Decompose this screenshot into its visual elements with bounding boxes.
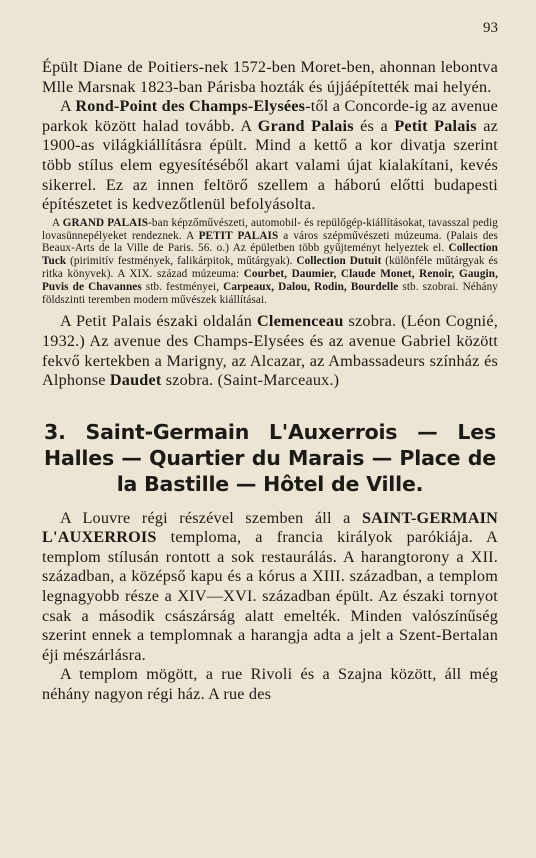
page-text <box>42 58 498 705</box>
small-bold-collection-dutuit: Collection Dutuit <box>296 255 382 268</box>
p2-text-2: -től a Concorde-ig az avenue parkok között halad tovább. A <box>42 97 498 135</box>
small-text-5: (különféle műtárgyak és ritka könyvek). A XIX. század múzeuma: <box>42 255 498 280</box>
small-text-3: a város szépművészeti múzeuma. (Palais des Beaux-Arts de la Ville de Paris. 56. o.) Az épületben több gyűjteményt helyeztek el. <box>42 229 498 255</box>
section-heading: 3. Saint-Germain L'Auxerrois — Les Halles — Quartier du Marais — Place de la Bastille — Hôtel de Ville. <box>44 419 496 496</box>
p2-bold-rond-point: Rond-Point des Champs-Elysées <box>75 97 306 116</box>
p3-text-1: A Petit Palais északi oldalán <box>60 312 258 331</box>
p2-text-1: A <box>60 97 76 116</box>
page-number: 93 <box>483 20 498 36</box>
small-bold-sculptors: Carpeaux, Dalou, Rodin, Bourdelle <box>223 280 399 293</box>
small-print-note <box>42 217 498 307</box>
paragraph-5: A templom mögött, a rue Rivoli és a Szajna között, áll még néhány nagyon régi ház. A rue des <box>42 665 498 704</box>
p2-bold-petit-palais: Petit Palais <box>394 116 477 135</box>
small-text-4: (pirimitív festmények, falikárpitok, műtárgyak). <box>66 255 297 268</box>
small-text-2: -ban képzőművészeti, automobil- és repülőgép-kiállításokat, tavasszal pedig lovasünnepélyeket rendeznek. A <box>42 216 498 242</box>
small-bold-collection-tuck: Collection Tuck <box>42 242 498 268</box>
p2-text-3: és a <box>353 116 395 135</box>
p3-bold-clemenceau: Clemenceau <box>257 312 344 331</box>
small-bold-grand-palais: GRAND PALAIS <box>62 216 149 229</box>
small-text-7: stb. szobrai. Néhány földszinti teremben modern művészek kiállításai. <box>42 280 498 306</box>
small-bold-painters: Courbet, Daumier, Claude Monet, Renoir, Gaugin, Puvis de Chavannes <box>42 267 498 293</box>
small-bold-petit-palais: PETIT PALAIS <box>198 229 279 242</box>
p3-text-3: szobra. (Saint-Marceaux.) <box>161 371 340 390</box>
paragraph-3 <box>42 312 498 390</box>
p2-text-4: az 1900-as világkiállításra épült. Mind a kettő a kor divatja szerint több stílus elem egyesítéséből akart valami újat kialakítani, kevés sikerrel. Ez az innen feltörő szellem a háború előtti budapesti építészetet is kedvezőtlenül befolyásolta. <box>42 116 498 214</box>
p2-bold-grand-palais: Grand Palais <box>257 116 354 135</box>
p4-text-1: A Louvre régi részével szemben áll a <box>60 508 362 527</box>
p3-bold-daudet: Daudet <box>109 371 162 390</box>
p3-text-2: szobra. (Léon Cognié, 1932.) Az avenue des Champs-Elysées és az avenue Gabriel között fekvő kertekben a Marigny, az Alcazar, az Ambassadeurs színház és Alphonse <box>42 312 498 390</box>
small-text-1: A <box>52 216 63 229</box>
small-text-6: stb. festményei, <box>141 280 224 293</box>
p4-bold-saint-germain: SAINT-GERMAIN L'AUXERROIS <box>42 508 498 547</box>
paragraph-1: Épült Diane de Poitiers-nek 1572-ben Moret-ben, ahonnan lebontva Mlle Marsnak 1823-ban Párisba hozták és újjáépítették mai helyén. <box>42 58 498 96</box>
paragraph-4 <box>42 509 498 666</box>
p4-text-2: temploma, a francia királyok parókiája. A templom stílusán rontott a sok restaurálás. A harangtorony a XII. században, a középső kapu és a kórus a XIII. században, a templom legnagyobb része a XIV—XVI. században épült. Az északi tornyot csak a második császárság alatt emelték. Minden valószínűség szerint ennek a templomnak a harangja adta a jelt a Szent-Bertalan éji mészárlásra. <box>42 528 498 664</box>
paragraph-2 <box>42 97 498 215</box>
